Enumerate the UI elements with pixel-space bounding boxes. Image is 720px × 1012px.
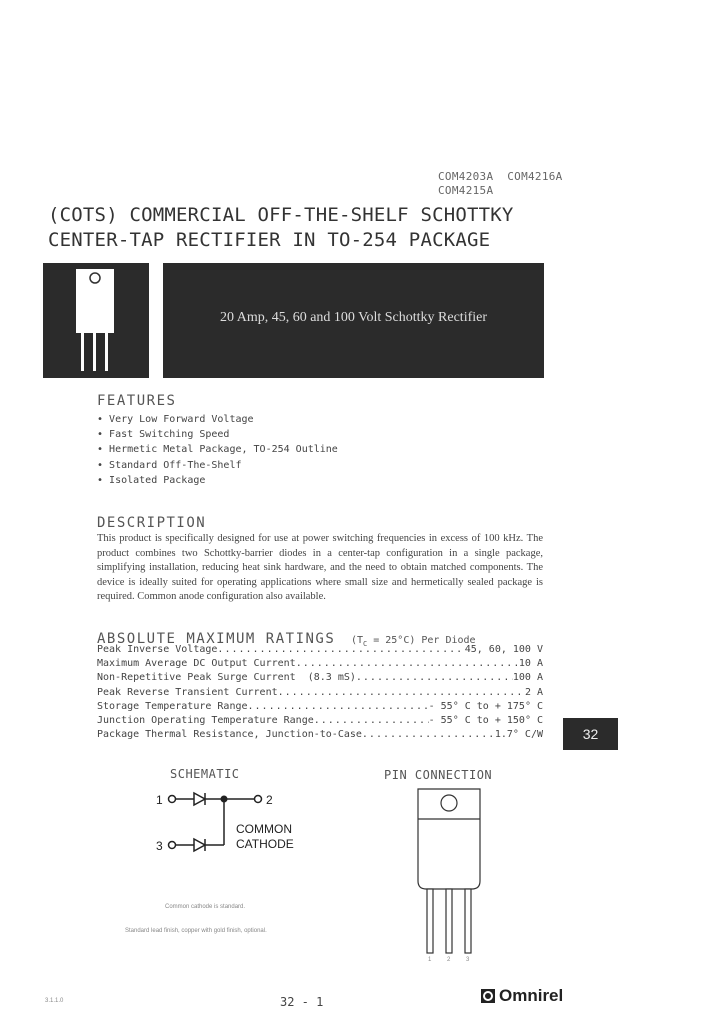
page-number: 32 - 1 (280, 995, 324, 1009)
schematic-note1: Common cathode is standard. (165, 904, 246, 910)
ratings-condition: $(T_C = 25^\circ C)$ Per Diode (350, 635, 476, 648)
pin1-label: 1 (156, 793, 163, 807)
brand-name: Omnirel (499, 986, 564, 1005)
title-line1: (COTS) COMMERCIAL OFF-THE-SHELF SCHOTTKY (48, 204, 514, 226)
brand-logo (480, 986, 563, 1006)
package-image-panel (43, 263, 149, 378)
hero-subtitle: 20 Amp, 45, 60 and 100 Volt Schottky Rectifier (219, 310, 488, 325)
page-title (48, 203, 514, 253)
table-row: Peak Reverse Transient Current ..... 2 A (97, 686, 543, 700)
pin-connection-package-icon (410, 785, 490, 965)
features-heading: FEATURES (97, 393, 177, 409)
table-row: Peak Inverse Voltage ..... 45, 60, 100 V (97, 643, 543, 657)
footer-code: 3.1.1.0 (45, 998, 64, 1004)
omnirel-logo-icon (480, 988, 496, 1004)
pin-number: 3 (466, 957, 470, 963)
list-item: • Standard Off-The-Shelf (97, 458, 338, 473)
table-row: Maximum Average DC Output Current ..... 10 A (97, 657, 543, 671)
part-numbers-line1: COM4203A COM4216A (438, 170, 563, 183)
table-row: Package Thermal Resistance, Junction-to-Case ..... 1.7° C/W (97, 728, 543, 742)
hero-banner (163, 263, 544, 378)
part-numbers-line2: COM4215A (438, 184, 494, 197)
list-item: • Very Low Forward Voltage (97, 412, 338, 427)
pin-number: 2 (447, 957, 451, 963)
table-row: Non-Repetitive Peak Surge Current (8.3 mS) ..... 100 A (97, 671, 543, 685)
schematic-note2: Standard lead finish, copper with gold finish, optional. (125, 928, 267, 934)
page-section-tab: 32 (563, 718, 618, 750)
description-text: This product is specifically designed for use at power switching frequencies in excess of 100 kHz. The product combines two Schottky-barrier diodes in a center-tap configuration in a single package, simplifying installation, reducing heat sink hardware, and the need to obtain matched components. The device is ideally suited for operating applications where small size and hermetically sealed package is required. Common anode configuration also available. (97, 533, 543, 602)
features-list (97, 412, 338, 488)
list-item: • Isolated Package (97, 473, 338, 488)
description-heading: DESCRIPTION (97, 515, 207, 531)
common-cathode-label: COMMON CATHODE (236, 822, 294, 851)
schematic-title: SCHEMATIC (170, 767, 240, 781)
to254-package-icon (43, 263, 149, 378)
pin-number: 1 (428, 957, 432, 963)
part-numbers (438, 170, 563, 198)
pin-connection-title: PIN CONNECTION (384, 768, 493, 782)
ratings-heading: ABSOLUTE MAXIMUM RATINGS (97, 631, 336, 647)
list-item: • Fast Switching Speed (97, 427, 338, 442)
pin2-label: 2 (266, 793, 273, 807)
table-row: Junction Operating Temperature Range ..... - 55° C to + 150° C (97, 714, 543, 728)
title-line2: CENTER-TAP RECTIFIER IN TO-254 PACKAGE (48, 229, 491, 251)
ratings-table (97, 643, 543, 742)
pin3-label: 3 (156, 839, 163, 853)
table-row: Storage Temperature Range ..... - 55° C to + 175° C (97, 700, 543, 714)
list-item: • Hermetic Metal Package, TO-254 Outline (97, 442, 338, 457)
